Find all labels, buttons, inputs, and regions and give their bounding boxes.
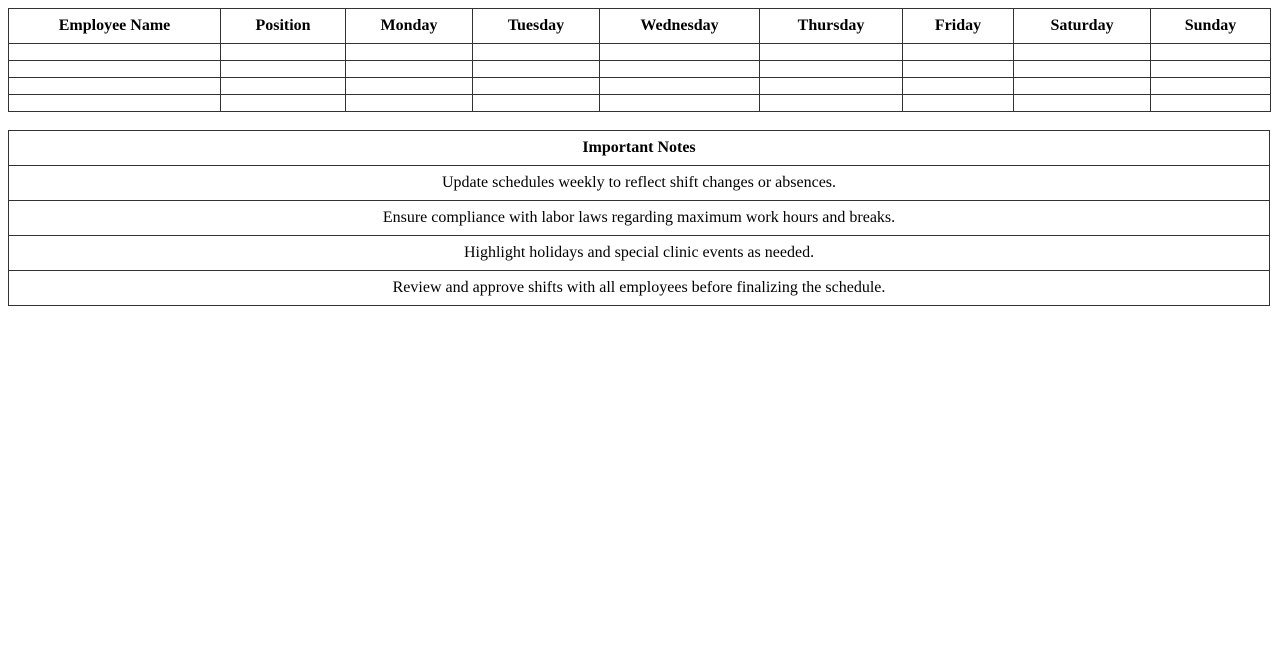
table-cell [600,61,760,78]
table-cell [1014,78,1151,95]
table-cell [9,95,221,112]
header-position: Position [221,9,346,44]
header-employee-name: Employee Name [9,9,221,44]
note-item: Update schedules weekly to reflect shift changes or absences. [9,166,1270,201]
table-row [9,95,1271,112]
table-cell [903,61,1014,78]
schedule-table [8,8,1271,112]
notes-table [8,130,1270,306]
header-thursday: Thursday [760,9,903,44]
table-cell [760,78,903,95]
table-cell [473,95,600,112]
notes-title: Important Notes [9,131,1270,166]
table-cell [600,78,760,95]
table-cell [903,44,1014,61]
header-wednesday: Wednesday [600,9,760,44]
table-row [9,78,1271,95]
table-cell [346,95,473,112]
table-cell [221,44,346,61]
table-cell [1014,61,1151,78]
notes-row [9,271,1270,306]
note-item: Review and approve shifts with all employees before finalizing the schedule. [9,271,1270,306]
table-cell [760,61,903,78]
table-cell [600,95,760,112]
table-cell [903,95,1014,112]
table-cell [1014,44,1151,61]
schedule-header-row [9,9,1271,44]
table-cell [9,61,221,78]
note-item: Highlight holidays and special clinic events as needed. [9,236,1270,271]
table-row [9,44,1271,61]
table-cell [473,44,600,61]
table-cell [760,44,903,61]
table-cell [221,78,346,95]
table-cell [346,44,473,61]
table-cell [1014,95,1151,112]
table-cell [1151,95,1271,112]
table-cell [221,61,346,78]
header-saturday: Saturday [1014,9,1151,44]
header-tuesday: Tuesday [473,9,600,44]
table-cell [1151,44,1271,61]
header-sunday: Sunday [1151,9,1271,44]
header-friday: Friday [903,9,1014,44]
table-cell [346,61,473,78]
page [0,0,1278,306]
notes-row [9,236,1270,271]
table-cell [1151,78,1271,95]
note-item: Ensure compliance with labor laws regarding maximum work hours and breaks. [9,201,1270,236]
table-cell [346,78,473,95]
table-cell [9,78,221,95]
table-cell [1151,61,1271,78]
notes-header-row [9,131,1270,166]
table-cell [9,44,221,61]
table-cell [903,78,1014,95]
notes-row [9,166,1270,201]
table-cell [760,95,903,112]
table-cell [221,95,346,112]
table-row [9,61,1271,78]
notes-row [9,201,1270,236]
header-monday: Monday [346,9,473,44]
table-cell [473,61,600,78]
table-cell [473,78,600,95]
table-cell [600,44,760,61]
